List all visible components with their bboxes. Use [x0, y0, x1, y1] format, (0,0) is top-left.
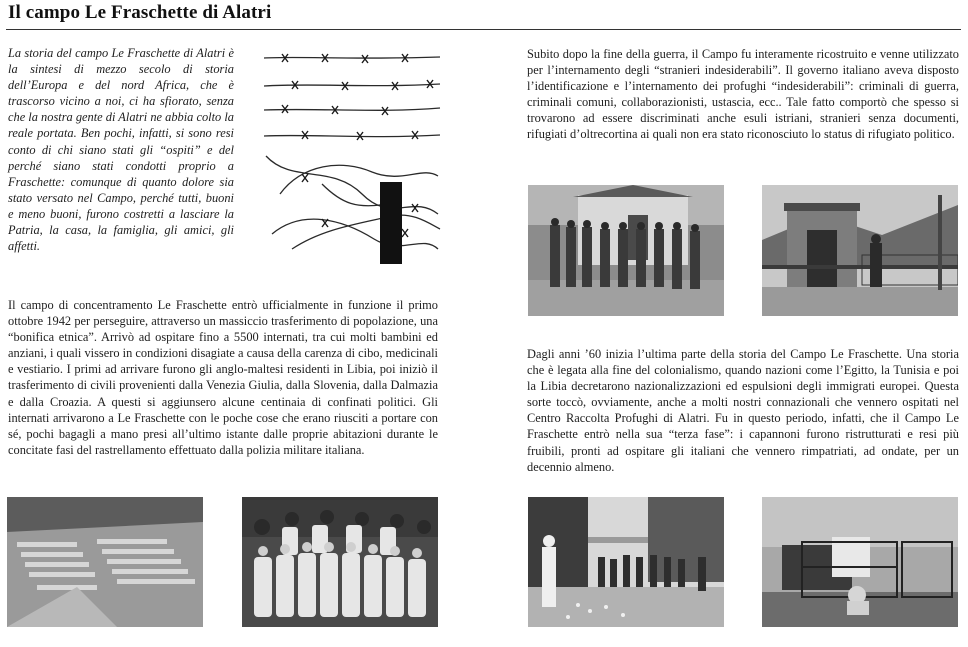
photo-guard-hut	[762, 185, 958, 316]
title-rule	[6, 29, 961, 30]
photo-dormitory-beds	[762, 497, 958, 627]
photo-guards-in-line	[528, 185, 724, 316]
photo-group-of-children	[242, 497, 438, 627]
photo-aerial-camp	[7, 497, 203, 627]
intro-paragraph: La storia del campo Le Fraschette di Alatri è la sintesi di mezzo secolo di storia dell’Europa e del nord Africa, che è trascorso vicino a noi, ci ha sfiorato, senza che la nostra gente di Alatri ne abbia colto la reale portata. Ben pochi, infatti, si sono resi conto di chi siano stati gli “ospiti” e del perché siano stati condotti proprio a Fraschette: comunque di quanto dolore sia stato versato nel Campo, perché tutti, buoni e meno buoni, furono costretti a lasciare la Patria, la casa, la famiglia, gli amici, gli affetti.	[8, 46, 234, 254]
page-title: Il campo Le Fraschette di Alatri	[8, 2, 272, 23]
photo-street-crowd	[528, 497, 724, 627]
paragraph-third-phase: Dagli anni ’60 inizia l’ultima parte della storia del Campo Le Fraschette. Una storia che è legata alla fine del colonialismo, quando nazioni come l’Egitto, la Tunisia e poi la Libia decretarono nazionalizzazioni ed espulsioni degli immigrati europei. Questa sorte toccò, ovviamente, anche a molti nostri connazionali che vennero ospitati nel Centro Raccolta Profughi di Alatri. Fu in questo periodo, infatti, che il Campo Le Fraschette entrò nella sua “terza fase”: i capannoni furono ristrutturati e resi più fruibili, pronti ad ospitare gli italiani che vennero rimpatriati, ad ondate, per un decennio almeno.	[527, 347, 959, 474]
barbed-wire-illustration	[262, 44, 442, 264]
paragraph-post-war: Subito dopo la fine della guerra, il Campo fu interamente ricostruito e venne utilizzato per l’internamento degli “stranieri indesiderabili”. Il governo italiano aveva disposto l’identificazione e l’internamento dei profughi “indesiderabili”: criminali di guerra, criminali comuni, collaborazionisti, ustascia, ecc.. Tale fatto comportò che spesso si trovarono ad essere discriminati anche esuli istriani, stranieri senza documenti, rifugiati d’oltrecortina ai quali non era stato riconosciuto lo status di rifugiato politico.	[527, 47, 959, 142]
paragraph-camp-history: Il campo di concentramento Le Fraschette entrò ufficialmente in funzione il primo ottobre 1942 per perseguire, attraverso un massiccio trasferimento di popolazione, una “bonifica etnica”. Arrivò ad ospitare fino a 5500 internati, tra cui molti bambini ed anziani, i quali vissero in condizioni disagiate a causa della carenza di cibo, medicinali e vestiario. I primi ad arrivare furono gli anglo-maltesi residenti in Libia, poi iniziò il trasferimento di civili provenienti dalla Venezia Giulia, dalla Slovenia, dalla Dalmazia e dalla Croazia. A questi si aggiunsero alcune centinaia di confinati politici. Gli internati arrivarono a Le Fraschette con le poche cose che erano riusciti a portare con sé, pochi bagagli a mano presi all’ultimo istante dalle proprie abitazioni durante le concitate fasi del rastrellamento effettuato dalla polizia militare italiana.	[8, 298, 438, 457]
